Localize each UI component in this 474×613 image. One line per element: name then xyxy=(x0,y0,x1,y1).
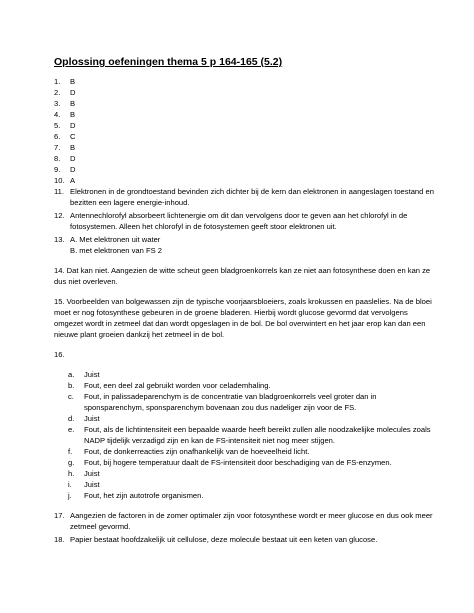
list-item xyxy=(54,210,434,232)
sub-letter: j. xyxy=(68,491,72,500)
sub-letter: c. xyxy=(68,392,74,401)
item-number: 9. xyxy=(54,165,61,174)
answer-16-label: 16. xyxy=(54,350,65,359)
sub-item xyxy=(54,490,434,501)
sub-letter: g. xyxy=(68,458,75,467)
sub-text: Juist xyxy=(84,469,100,478)
sub-text: Fout, in palissadeparenchym is de concentratie van bladgroenkorrels veel groter dan in sponsparenchym, sponsparenchym bovenaan zou dus nadeliger zijn voor de FS. xyxy=(84,392,377,412)
item-text: D xyxy=(70,88,76,97)
item-text: Antennechlorofyl absorbeert lichtenergie om dit dan vervolgens door te geven aan het chlorofyl in de fotosystemen. Alleen het chlorofyl in de fotosystemen geeft stoor elektronen uit. xyxy=(70,211,408,231)
item-text: A. Met elektronen uit water xyxy=(70,235,161,244)
item-number: 2. xyxy=(54,88,61,97)
sub-item xyxy=(54,468,434,479)
item-number: 10. xyxy=(54,176,65,185)
list-item xyxy=(54,175,434,186)
item-text: Elektronen in de grondtoestand bevinden zich dichter bij de kern dan elektronen in aangeslagen toestand en bezitten een lagere energie-inhoud. xyxy=(70,187,434,207)
item-text: A xyxy=(70,176,76,185)
list-item xyxy=(54,98,434,109)
answer-14: 14. Dat kan niet. Aangezien de witte scheut geen bladgroenkorrels kan ze niet aan fotosynthese doen en kan ze dus niet overleven. xyxy=(54,266,431,286)
list-item xyxy=(54,186,434,208)
item-number: 6. xyxy=(54,132,61,141)
item-number: 8. xyxy=(54,154,61,163)
item-number: 11. xyxy=(54,187,64,196)
sub-item xyxy=(54,479,434,490)
sub-letter: d. xyxy=(68,414,75,423)
sub-letter: f. xyxy=(68,447,73,456)
item-number: 17. xyxy=(54,511,65,520)
page-title: Oplossing oefeningen thema 5 p 164-165 (5.2) xyxy=(54,56,283,68)
answer-list xyxy=(54,76,434,545)
item-number: 1. xyxy=(54,77,61,86)
list-item xyxy=(54,142,434,153)
list-item xyxy=(54,131,434,142)
sub-text: Fout, de donkerreacties zijn onafhankelijk van de hoeveelheid licht. xyxy=(84,447,310,456)
item-text: D xyxy=(70,154,76,163)
item-number: 5. xyxy=(54,121,61,130)
sub-letter: h. xyxy=(68,469,75,478)
list-item xyxy=(54,76,434,87)
sub-item xyxy=(54,369,434,380)
sub-item xyxy=(54,380,434,391)
item-text: B xyxy=(70,77,76,86)
item-number: 7. xyxy=(54,143,61,152)
item-text: B xyxy=(70,99,76,108)
sub-letter: i. xyxy=(68,480,72,489)
item-text: Aangezien de factoren in de zomer optimaler zijn voor fotosynthese wordt er meer glucose en dus ook meer zetmeel gevormd. xyxy=(70,511,433,531)
item-text: B xyxy=(70,143,76,152)
list-item xyxy=(54,87,434,98)
sub-item xyxy=(54,457,434,468)
list-item xyxy=(54,109,434,120)
item-number: 12. xyxy=(54,211,65,220)
list-item xyxy=(54,164,434,175)
sub-item xyxy=(54,413,434,424)
item-text: Papier bestaat hoofdzakelijk uit cellulose, deze molecule bestaat uit een keten van glucose. xyxy=(70,535,378,544)
item-number: 3. xyxy=(54,99,61,108)
list-item xyxy=(54,234,434,245)
sub-letter: b. xyxy=(68,381,75,390)
list-item xyxy=(54,245,434,256)
sub-text: Fout, bij hogere temperatuur daalt de FS-intensiteit door beschadiging van de FS-enzymen. xyxy=(84,458,392,467)
list-item xyxy=(54,153,434,164)
sub-text: Fout, als de lichtintensiteit een bepaalde waarde heeft bereikt zullen alle noodzakelijke molecules zoals NADP tijdelijk verzadigd zijn en kan de FS-intensiteit niet nog meer stijgen. xyxy=(84,425,431,445)
sub-letter: e. xyxy=(68,425,75,434)
list-item xyxy=(54,534,434,545)
sub-item xyxy=(54,446,434,457)
item-text: B xyxy=(70,110,76,119)
item-text: C xyxy=(70,132,76,141)
item-number: 4. xyxy=(54,110,61,119)
item-text: B. met elektronen van FS 2 xyxy=(70,246,163,255)
item-number: 13. xyxy=(54,235,65,244)
sub-text: Juist xyxy=(84,370,100,379)
sub-item xyxy=(54,424,434,446)
answer-15: 15. Voorbeelden van bolgewassen zijn de typische voorjaarsbloeiers, zoals krokussen en paaslelies. Na de bloei moet er nog fotosynthese gebeuren in de groene bladeren. Hierbij wordt glucose gevormd dat vervolgens omgezet wordt in zetmeel dat dan wordt opgeslagen in de bol. De bol overwintert en het jaar erop kan dan een nieuwe plant groeien dankzij het zetmeel in de bol. xyxy=(54,297,432,339)
sub-text: Juist xyxy=(84,480,100,489)
list-item xyxy=(54,120,434,131)
sub-text: Fout, het zijn autotrofe organismen. xyxy=(84,491,204,500)
sub-text: Fout, een deel zal gebruikt worden voor celademhaling. xyxy=(84,381,271,390)
item-text: D xyxy=(70,121,76,130)
sub-letter: a. xyxy=(68,370,75,379)
sub-item xyxy=(54,391,434,413)
item-text: D xyxy=(70,165,76,174)
list-item xyxy=(54,510,434,532)
sub-text: Juist xyxy=(84,414,100,423)
item-number: 18. xyxy=(54,535,65,544)
